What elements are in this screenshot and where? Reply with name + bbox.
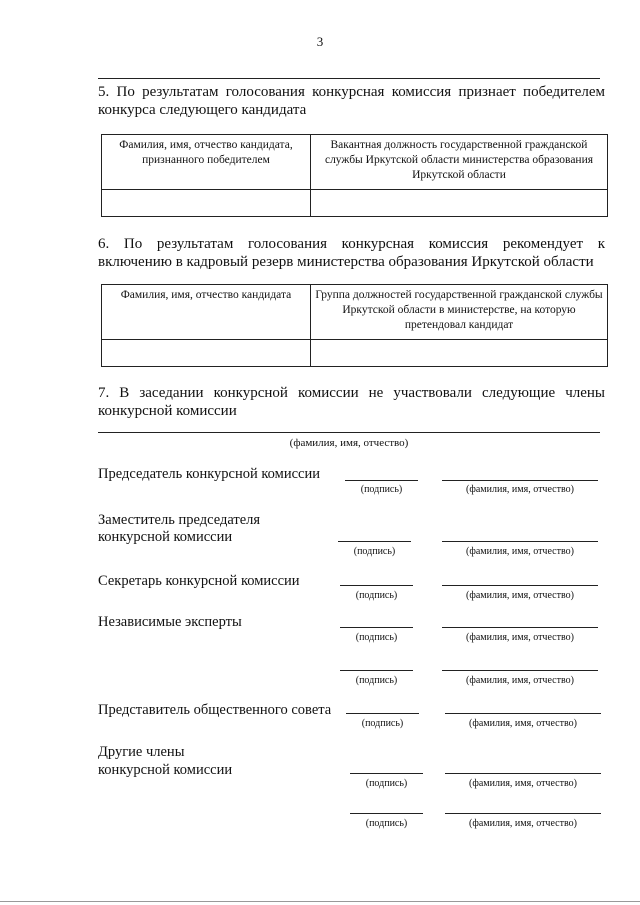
absent-members-caption: (фамилия, имя, отчество) xyxy=(289,437,409,449)
absent-members-line[interactable] xyxy=(98,432,600,433)
deputy-name-line[interactable] xyxy=(442,541,598,542)
chair-signature-line[interactable] xyxy=(345,480,418,481)
top-rule xyxy=(98,78,600,79)
label-experts: Независимые эксперты xyxy=(98,614,242,630)
expert-1-name-line[interactable] xyxy=(442,627,598,628)
expert-1-signature-caption: (подпись) xyxy=(355,632,398,643)
expert-1-name-caption: (фамилия, имя, отчество) xyxy=(466,632,574,643)
secretary-signature-line[interactable] xyxy=(340,585,413,586)
public-council-name-line[interactable] xyxy=(445,713,601,714)
other-2-signature-caption: (подпись) xyxy=(365,818,408,829)
other-2-name-caption: (фамилия, имя, отчество) xyxy=(469,818,577,829)
public-council-signature-line[interactable] xyxy=(346,713,419,714)
label-others-line2: конкурсной комиссии xyxy=(98,762,233,778)
other-1-name-line[interactable] xyxy=(445,773,601,774)
reserve-table xyxy=(101,284,608,367)
reserve-table-cell-name[interactable] xyxy=(102,340,311,367)
reserve-table-cell-group[interactable] xyxy=(311,340,608,367)
secretary-signature-caption: (подпись) xyxy=(355,590,398,601)
winner-table xyxy=(101,134,608,217)
deputy-signature-caption: (подпись) xyxy=(353,546,396,557)
reserve-table-header-group: Группа должностей государственной гражданской службы Иркутской области в министерстве, на которую претендовал кандидат xyxy=(311,285,608,340)
expert-2-signature-line[interactable] xyxy=(340,670,413,671)
other-1-signature-caption: (подпись) xyxy=(365,778,408,789)
label-others-line1: Другие члены xyxy=(98,744,185,760)
reserve-table-header-name: Фамилия, имя, отчество кандидата xyxy=(102,285,311,340)
public-council-signature-caption: (подпись) xyxy=(361,718,404,729)
expert-2-name-line[interactable] xyxy=(442,670,598,671)
other-2-signature-line[interactable] xyxy=(350,813,423,814)
expert-2-signature-caption: (подпись) xyxy=(355,675,398,686)
section-7-text: 7. В заседании конкурсной комиссии не участвовали следующие члены конкурсной комиссии xyxy=(98,385,605,419)
label-secretary: Секретарь конкурсной комиссии xyxy=(98,573,300,589)
label-public-council: Представитель общественного совета xyxy=(98,702,332,718)
section-6-text: 6. По результатам голосования конкурсная комиссия рекомендует к включению в кадровый резерв министерства образования Иркутской области xyxy=(98,236,605,270)
other-1-name-caption: (фамилия, имя, отчество) xyxy=(469,778,577,789)
page-number: 3 xyxy=(316,34,324,49)
public-council-name-caption: (фамилия, имя, отчество) xyxy=(469,718,577,729)
label-deputy-line1: Заместитель председателя xyxy=(98,512,261,528)
expert-2-name-caption: (фамилия, имя, отчество) xyxy=(466,675,574,686)
bottom-rule xyxy=(0,901,640,902)
winner-table-cell-position[interactable] xyxy=(311,190,608,217)
winner-table-header-name: Фамилия, имя, отчество кандидата, признанного победителем xyxy=(102,135,311,190)
chair-signature-caption: (подпись) xyxy=(360,484,403,495)
label-chair: Председатель конкурсной комиссии xyxy=(98,466,320,482)
label-deputy-line2: конкурсной комиссии xyxy=(98,529,233,545)
section-5-text: 5. По результатам голосования конкурсная комиссия признает победителем конкурса следующего кандидата xyxy=(98,84,605,118)
other-1-signature-line[interactable] xyxy=(350,773,423,774)
winner-table-cell-name[interactable] xyxy=(102,190,311,217)
chair-name-line[interactable] xyxy=(442,480,598,481)
chair-name-caption: (фамилия, имя, отчество) xyxy=(466,484,574,495)
winner-table-header-position: Вакантная должность государственной гражданской службы Иркутской области министерства образования Иркутской области xyxy=(311,135,608,190)
expert-1-signature-line[interactable] xyxy=(340,627,413,628)
secretary-name-caption: (фамилия, имя, отчество) xyxy=(466,590,574,601)
other-2-name-line[interactable] xyxy=(445,813,601,814)
deputy-name-caption: (фамилия, имя, отчество) xyxy=(466,546,574,557)
deputy-signature-line[interactable] xyxy=(338,541,411,542)
secretary-name-line[interactable] xyxy=(442,585,598,586)
